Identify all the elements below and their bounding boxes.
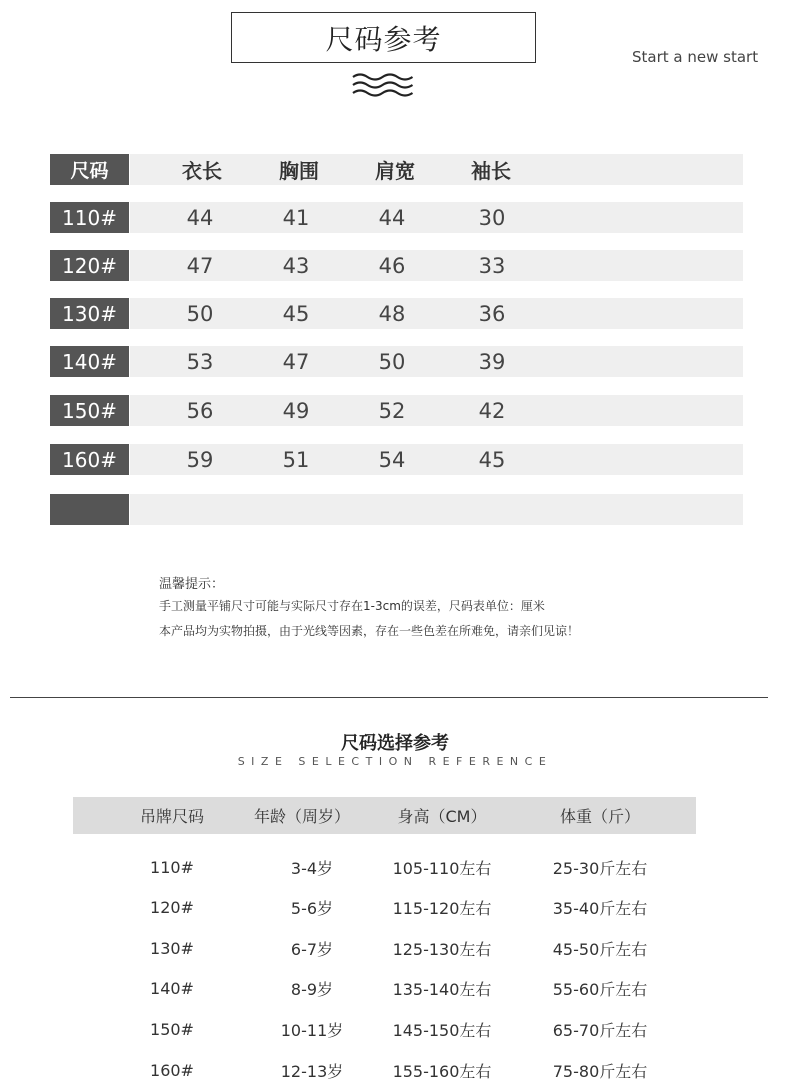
table-cell: 49 [282,398,310,423]
column-header: 吊牌尺码 [139,807,204,826]
table-cell: 56 [186,398,214,423]
table-cell: 25-30斤左右 [552,858,648,878]
column-header: 肩宽 [375,159,415,183]
table-cell: 3-4岁 [290,858,334,878]
tagline: Start a new start [632,48,759,66]
table-cell: 35-40斤左右 [552,899,648,919]
table-cell: 42 [478,398,506,423]
table-cell: 43 [282,253,310,278]
table-cell: 125-130左右 [392,939,492,959]
table-cell: 75-80斤左右 [552,1061,648,1081]
table-cell: 45-50斤左右 [552,939,648,959]
table-cell: 65-70斤左右 [552,1020,648,1040]
table-header-label: 尺码 [50,154,129,185]
table-cell: 53 [186,349,214,374]
table-cell: 135-140左右 [392,980,492,1000]
note-line: 手工测量平铺尺寸可能与实际尺寸存在1-3cm的误差，尺码表单位：厘米 [159,599,545,613]
wave-decoration-icon [352,72,414,98]
table-cell: 48 [378,301,406,326]
table-cell: 55-60斤左右 [552,980,648,1000]
section-title: 尺码选择参考 [341,733,449,754]
table-cell: 47 [186,253,214,278]
section-divider [10,697,768,698]
page-title: 尺码参考 [325,22,442,56]
table-cell: 140# [150,979,194,999]
table-cell: 6-7岁 [290,939,334,959]
column-header: 衣长 [182,159,222,183]
size-label: 110# [50,202,129,233]
table-cell: 115-120左右 [392,899,492,919]
page-title-box [231,12,536,63]
note-line: 本产品均为实物拍摄，由于光线等因素，存在一些色差在所难免，请亲们见谅！ [159,624,580,638]
size-label: 140# [50,346,129,377]
table-cell: 39 [478,349,506,374]
table-cell: 5-6岁 [290,899,334,919]
note-title: 温馨提示： [159,577,225,592]
size-label: 160# [50,444,129,475]
empty-size-label [50,494,129,525]
table-cell: 36 [478,301,506,326]
table-cell: 12-13岁 [280,1061,344,1081]
column-header: 年龄（周岁） [253,807,350,826]
table-cell: 41 [282,205,310,230]
table-cell: 110# [150,857,194,877]
table-cell: 44 [378,205,406,230]
table-cell: 45 [282,301,310,326]
table-cell: 44 [186,205,214,230]
table-cell: 52 [378,398,406,423]
table-cell: 59 [186,447,214,472]
table-cell: 33 [478,253,506,278]
table-cell: 160# [150,1060,194,1080]
column-header: 体重（斤） [559,807,640,826]
table-cell: 130# [150,938,194,958]
table-cell: 45 [478,447,506,472]
table-cell: 50 [378,349,406,374]
table-cell: 150# [150,1019,194,1039]
table-cell: 145-150左右 [392,1020,492,1040]
section-subtitle: SIZE SELECTION REFERENCE [237,755,553,768]
table-cell: 47 [282,349,310,374]
table-cell: 155-160左右 [392,1061,492,1081]
table-cell: 10-11岁 [280,1020,344,1040]
size-label: 130# [50,298,129,329]
table-cell: 46 [378,253,406,278]
table-cell: 8-9岁 [290,980,334,1000]
table-cell: 50 [186,301,214,326]
table-cell: 51 [282,447,310,472]
column-header: 身高（CM） [397,807,487,826]
table-cell: 54 [378,447,406,472]
table-cell: 105-110左右 [392,858,492,878]
table-cell: 120# [150,898,194,918]
table-cell: 30 [478,205,506,230]
size-label: 120# [50,250,129,281]
size-label: 150# [50,395,129,426]
column-header: 袖长 [471,159,511,183]
empty-table-row [130,494,743,525]
column-header: 胸围 [279,159,319,183]
